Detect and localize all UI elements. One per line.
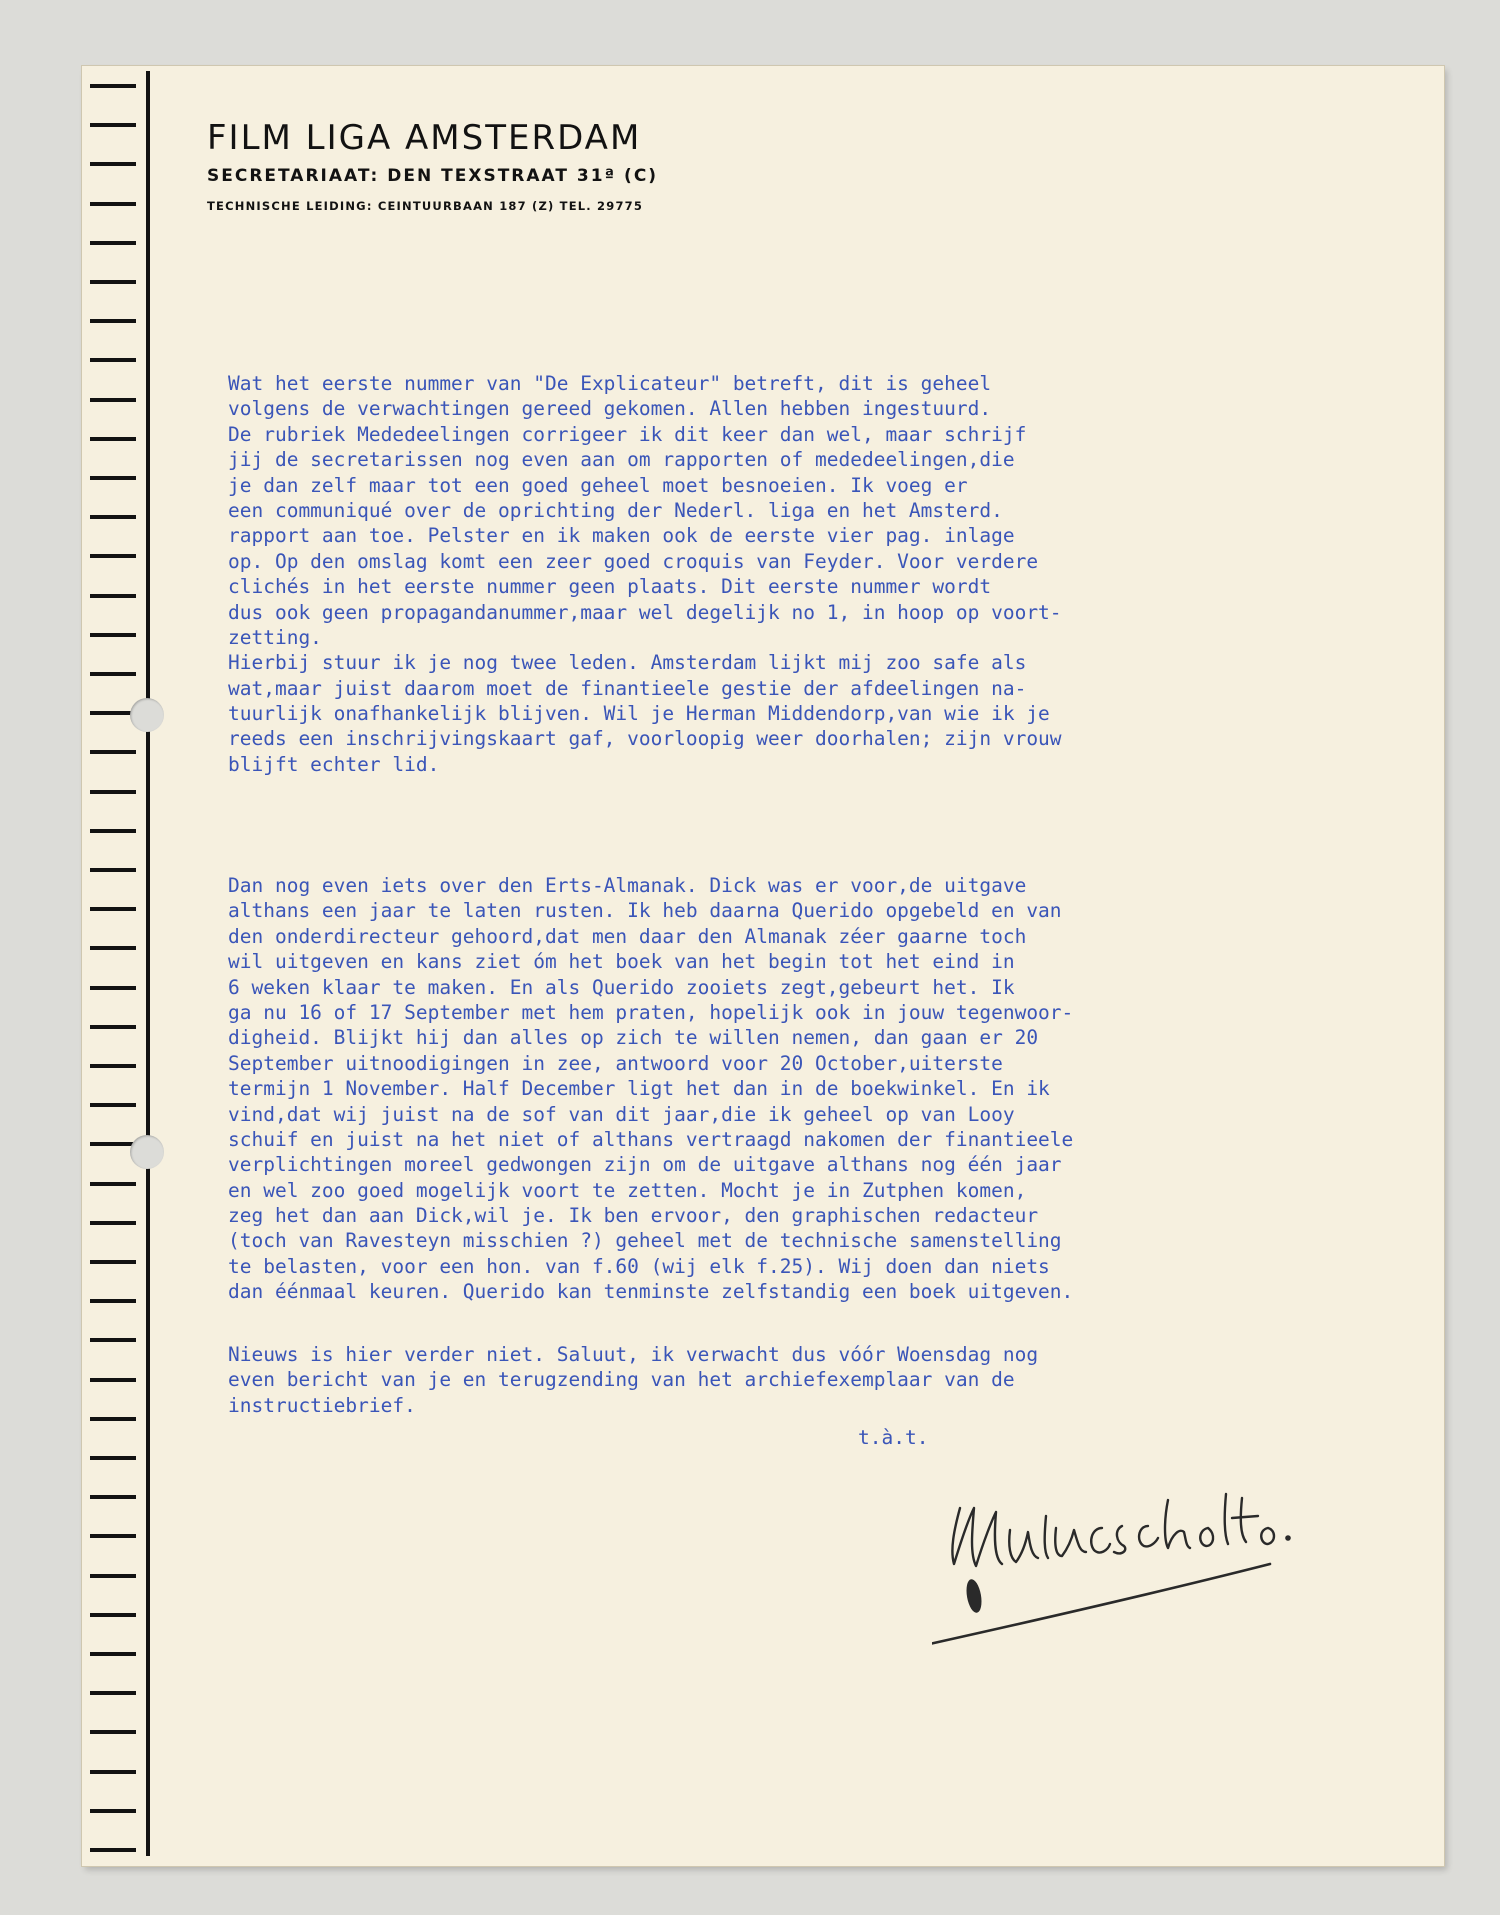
margin-tick: [90, 162, 136, 166]
typed-line: Dan nog even iets over den Erts-Almanak. Dick was er voor,de uitgave: [228, 874, 1027, 897]
typed-line: dus ook geen propagandanummer,maar wel degelijk no 1, in hoop op voort-: [228, 600, 1062, 624]
typed-line: digheid. Blijkt hij dan alles op zich te willen nemen, dan gaan er 20: [228, 1026, 1039, 1050]
margin-tick: [90, 1848, 136, 1852]
paragraph-explicateur: [228, 371, 1062, 777]
typed-line: termijn 1 November. Half December ligt het dan in de boekwinkel. En ik: [228, 1077, 1050, 1101]
typed-line: zetting.: [228, 625, 322, 649]
margin-tick: [90, 515, 136, 519]
margin-tick: [90, 750, 136, 754]
typed-line: volgens de verwachtingen gereed gekomen. Allen hebben ingestuurd.: [228, 397, 992, 421]
typed-line: je dan zelf maar tot een goed geheel moet besnoeien. Ik voeg er: [228, 473, 968, 497]
typed-line: September uitnoodigingen in zee, antwoord voor 20 October,uiterste: [228, 1051, 1003, 1075]
typed-line: althans een jaar te laten rusten. Ik heb daarna Querido opgebeld en van: [228, 899, 1062, 923]
typed-line: vind,dat wij juist na de sof van dit jaar,die ik geheel op van Looy: [228, 1102, 1015, 1126]
margin-tick: [90, 1025, 136, 1029]
margin-tick: [90, 1574, 136, 1578]
margin-tick: [90, 1417, 136, 1421]
margin-tick: [90, 1534, 136, 1538]
letterhead: [207, 118, 658, 214]
margin-tick: [90, 1652, 136, 1656]
margin-tick: [90, 1260, 136, 1264]
typed-line: een communiqué over de oprichting der Nederl. liga en het Amsterd.: [228, 498, 1003, 522]
margin-tick: [90, 829, 136, 833]
typed-line: (toch van Ravesteyn misschien ?) geheel met de technische samenstelling: [228, 1229, 1062, 1253]
typed-line: den onderdirecteur gehoord,dat men daar den Almanak zéer gaarne toch: [228, 924, 1027, 948]
handwritten-signature: [932, 1446, 1372, 1711]
typed-line: Wat het eerste nummer van "De Explicateur" betreft, dit is geheel: [228, 372, 992, 395]
margin-tick: [90, 123, 136, 127]
typed-line: op. Op den omslag komt een zeer goed croquis van Feyder. Voor verdere: [228, 549, 1039, 573]
typed-line: even bericht van je en terugzending van het archiefexemplaar van de: [228, 1368, 1015, 1392]
letterhead-secretariat: SECRETARIAAT: DEN TEXSTRAAT 31ª (C): [207, 166, 659, 186]
typed-line: zeg het dan aan Dick,wil je. Ik ben ervoor, den graphischen redacteur: [228, 1204, 1039, 1228]
margin-tick: [90, 319, 136, 323]
typed-line: verplichtingen moreel gedwongen zijn om de uitgave althans nog één jaar: [228, 1153, 1062, 1177]
margin-tick: [90, 476, 136, 480]
margin-tick: [90, 202, 136, 206]
margin-tick: [90, 1299, 136, 1303]
typed-line: blijft echter lid.: [228, 752, 440, 776]
punch-hole-lower: [130, 1135, 164, 1169]
margin-tick: [90, 1456, 136, 1460]
margin-rule: [146, 71, 150, 1856]
margin-tick: [90, 241, 136, 245]
typed-line: te belasten, voor een hon. van f.60 (wij elk f.25). Wij doen dan niets: [228, 1254, 1050, 1278]
margin-tick: [90, 986, 136, 990]
margin-tick: [90, 1338, 136, 1342]
margin-tick: [90, 1495, 136, 1499]
typed-line: Hierbij stuur ik je nog twee leden. Amsterdam lijkt mij zoo safe als: [228, 651, 1027, 675]
margin-tick: [90, 1770, 136, 1774]
margin-tick: [90, 1691, 136, 1695]
typed-line: ga nu 16 of 17 September met hem praten, hopelijk ook in jouw tegenwoor-: [228, 1000, 1074, 1024]
typed-line: reeds een inschrijvingskaart gaf, voorloopig weer doorhalen; zijn vrouw: [228, 727, 1062, 751]
typed-line: wil uitgeven en kans ziet óm het boek van het begin tot het eind in: [228, 950, 1015, 974]
typed-line: De rubriek Mededeelingen corrigeer ik dit keer dan wel, maar schrijf: [228, 422, 1027, 446]
typed-line: schuif en juist na het niet of althans vertraagd nakomen der finantieele: [228, 1127, 1074, 1151]
margin-tick: [90, 1221, 136, 1225]
typed-line: Nieuws is hier verder niet. Saluut, ik verwacht dus vóór Woensdag nog: [228, 1343, 1039, 1366]
margin-tick: [90, 84, 136, 88]
margin-tick: [90, 1182, 136, 1186]
margin-tick: [90, 437, 136, 441]
margin-tick: [90, 1064, 136, 1068]
margin-tick: [90, 868, 136, 872]
margin-tick: [90, 1809, 136, 1813]
typed-line: instructiebrief.: [228, 1393, 416, 1417]
letterhead-title: FILM LIGA AMSTERDAM: [207, 118, 642, 158]
typed-line: tuurlijk onafhankelijk blijven. Wil je Herman Middendorp,van wie ik je: [228, 702, 1050, 726]
typed-line: wat,maar juist daarom moet de finantieele gestie der afdeelingen na-: [228, 676, 1027, 700]
closing-salutation: t.à.t.: [858, 1426, 929, 1449]
letterhead-technical-address: TECHNISCHE LEIDING: CEINTUURBAAN 187 (Z) TEL. 29775: [207, 199, 644, 213]
letter-page: [82, 66, 1444, 1866]
margin-tick: [90, 1103, 136, 1107]
typed-line: 6 weken klaar te maken. En als Querido zooiets zegt,gebeurt het. Ik: [228, 975, 1015, 999]
margin-tick: [90, 672, 136, 676]
margin-tick: [90, 907, 136, 911]
margin-tick: [90, 554, 136, 558]
margin-tick: [90, 1142, 136, 1146]
margin-tick: [90, 633, 136, 637]
margin-tick: [90, 790, 136, 794]
typed-line: jij de secretarissen nog even aan om rapporten of mededeelingen,die: [228, 448, 1015, 472]
margin-tick: [90, 280, 136, 284]
margin-tick: [90, 1730, 136, 1734]
typed-line: dan éénmaal keuren. Querido kan tenminste zelfstandig een boek uitgeven.: [228, 1280, 1074, 1304]
margin-tick: [90, 398, 136, 402]
paragraph-closing-remarks: [228, 1342, 1038, 1418]
typed-line: en wel zoo goed mogelijk voort te zetten. Mocht je in Zutphen komen,: [228, 1178, 1027, 1202]
margin-tick: [90, 946, 136, 950]
margin-tick: [90, 594, 136, 598]
margin-tick: [90, 1378, 136, 1382]
typed-line: rapport aan toe. Pelster en ik maken ook de eerste vier pag. inlage: [228, 524, 1015, 548]
margin-tick: [90, 358, 136, 362]
paragraph-almanak: [228, 873, 1073, 1305]
margin-tick: [90, 1613, 136, 1617]
punch-hole-upper: [130, 698, 164, 732]
typed-line: clichés in het eerste nummer geen plaats. Dit eerste nummer wordt: [228, 575, 992, 599]
